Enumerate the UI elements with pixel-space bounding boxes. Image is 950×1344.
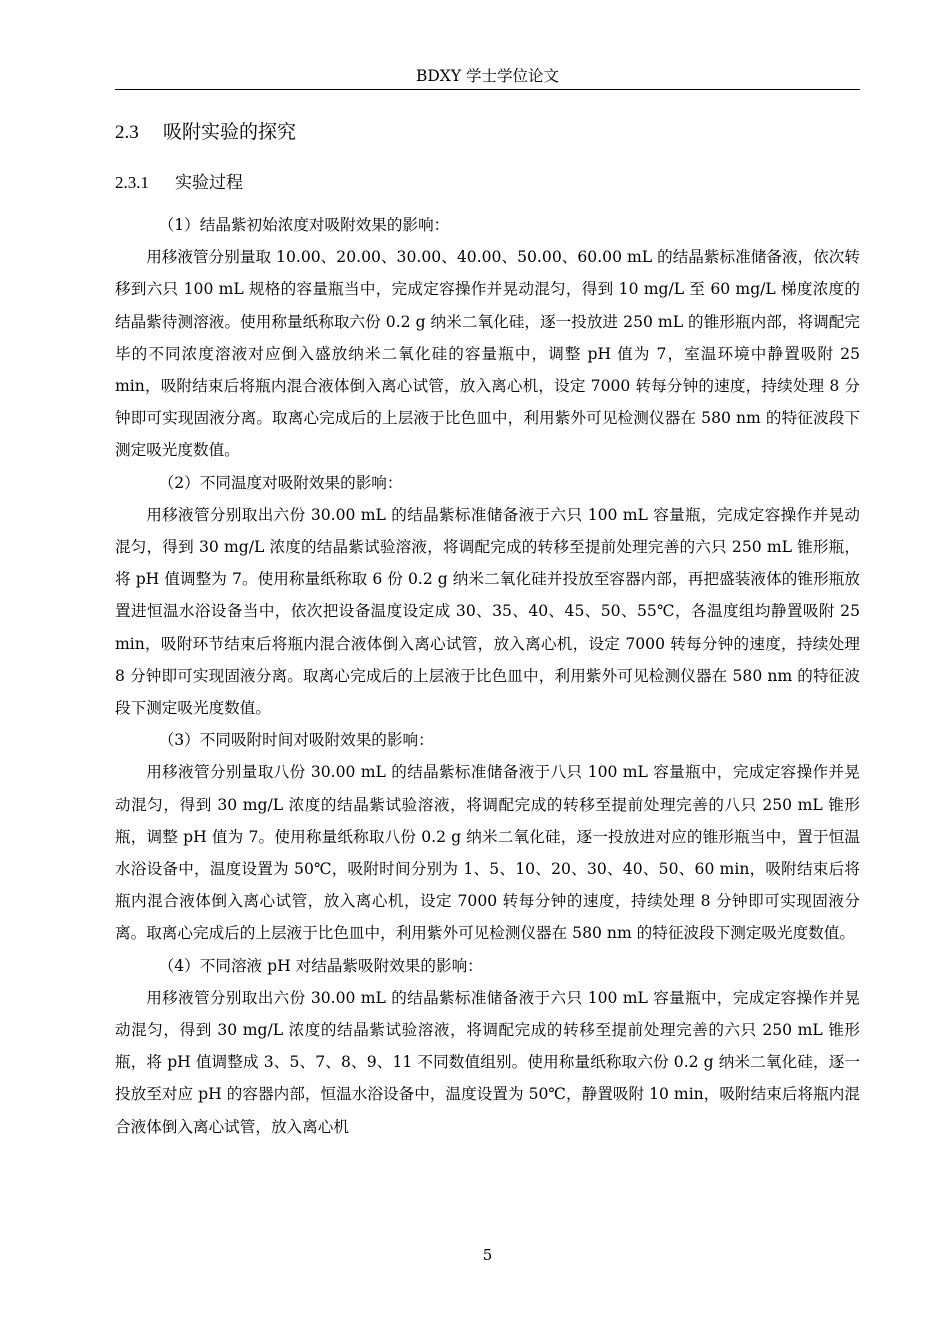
subsection-heading: [115, 171, 243, 195]
experiment-1-heading: （1）结晶紫初始浓度对吸附效果的影响：: [158, 216, 450, 234]
header-divider: [115, 89, 860, 90]
experiment-2-paragraph: 用移液管分别取出六份 30.00 mL 的结晶紫标准储备液于六只 100 mL 容量瓶，完成定容操作并晃动混匀，得到 30 mg/L 浓度的结晶紫试验溶液，将调配完成的转移至提前处理完善的六只 250 mL 锥形瓶，将 pH 值调整为 7。使用称量纸称取 6 份 0.2 g 纳米二氧化硅并投放至容器内部，再把盛装液体的锥形瓶放置进恒温水浴设备当中，依次把设备温度设定成 30、35、40、45、50、55℃，各温度组均静置吸附 25 min，吸附环节结束后将瓶内混合液体倒入离心试管，放入离心机，设定 7000 转每分钟的速度，持续处理 8 分钟即可实现固液分离。取离心完成后的上层液于比色皿中，利用紫外可见检测仪器在 580 nm 的特征波段下测定吸光度数值。: [115, 505, 860, 718]
section-heading: [115, 119, 296, 146]
experiment-4-heading: （4）不同溶液 pH 对结晶紫吸附效果的影响：: [158, 956, 483, 975]
experiment-2-heading: （2）不同温度对吸附效果的影响：: [158, 473, 403, 492]
experiment-3-paragraph: 用移液管分别量取八份 30.00 mL 的结晶紫标准储备液于八只 100 mL 容量瓶中，完成定容操作并晃动混匀，得到 30 mg/L 浓度的结晶紫试验溶液，将调配完成的转移至提前处理完善的八只 250 mL 锥形瓶，调整 pH 值为 7。使用称量纸称取八份 0.2 g 纳米二氧化硅，逐一投放进对应的锥形瓶当中，置于恒温水浴设备中，温度设置为 50℃，吸附时间分别为 1、5、10、20、30、40、50、60 min，吸附结束后将瓶内混合液体倒入离心试管，放入离心机，设定 7000 转每分钟的速度，持续处理 8 分钟即可实现固液分离。取离心完成后的上层液于比色皿中，利用紫外可见检测仪器在 580 nm 的特征波段下测定吸光度数值。: [115, 763, 860, 943]
experiment-4-paragraph: 用移液管分别取出六份 30.00 mL 的结晶紫标准储备液于六只 100 mL 容量瓶中，完成定容操作并晃动混匀，得到 30 mg/L 浓度的结晶紫试验溶液，将调配完成的转移至提前处理完善的六只 250 mL 锥形瓶，将 pH 值调整成 3、5、7、8、9、11 不同数值组别。使用称量纸称取六份 0.2 g 纳米二氧化硅，逐一投放至对应 pH 的容器内部，恒温水浴设备中，温度设置为 50℃，静置吸附 10 min，吸附结束后将瓶内混合液体倒入离心试管，放入离心机: [115, 988, 860, 1136]
experiment-1-paragraph: 用移液管分别量取 10.00、20.00、30.00、40.00、50.00、60.00 mL 的结晶紫标准储备液，依次转移到六只 100 mL 规格的容量瓶当中，完成定容操作并晃动混匀，得到 10 mg/L 至 60 mg/L 梯度浓度的结晶紫待测溶液。使用称量纸称取六份 0.2 g 纳米二氧化硅，逐一投放进 250 mL 的锥形瓶内部，将调配完毕的不同浓度溶液对应倒入盛放纳米二氧化硅的容量瓶中，调整 pH 值为 7，室温环境中静置吸附 25 min，吸附结束后将瓶内混合液体倒入离心试管，放入离心机，设定 7000 转每分钟的速度，持续处理 8 分钟即可实现固液分离。取离心完成后的上层液于比色皿中，利用紫外可见检测仪器在 580 nm 的特征波段下测定吸光度数值。: [115, 248, 860, 460]
section-number: 2.3: [115, 122, 139, 143]
running-header: BDXY 学士学位论文: [415, 67, 559, 85]
section-title: 吸附实验的探究: [163, 121, 297, 143]
page-number: 5: [482, 1246, 493, 1264]
experiment-3-heading: （3）不同吸附时间对吸附效果的影响：: [158, 731, 434, 750]
subsection-title: 实验过程: [175, 173, 243, 193]
subsection-number: 2.3.1: [115, 173, 149, 192]
body-text: [115, 209, 860, 1143]
